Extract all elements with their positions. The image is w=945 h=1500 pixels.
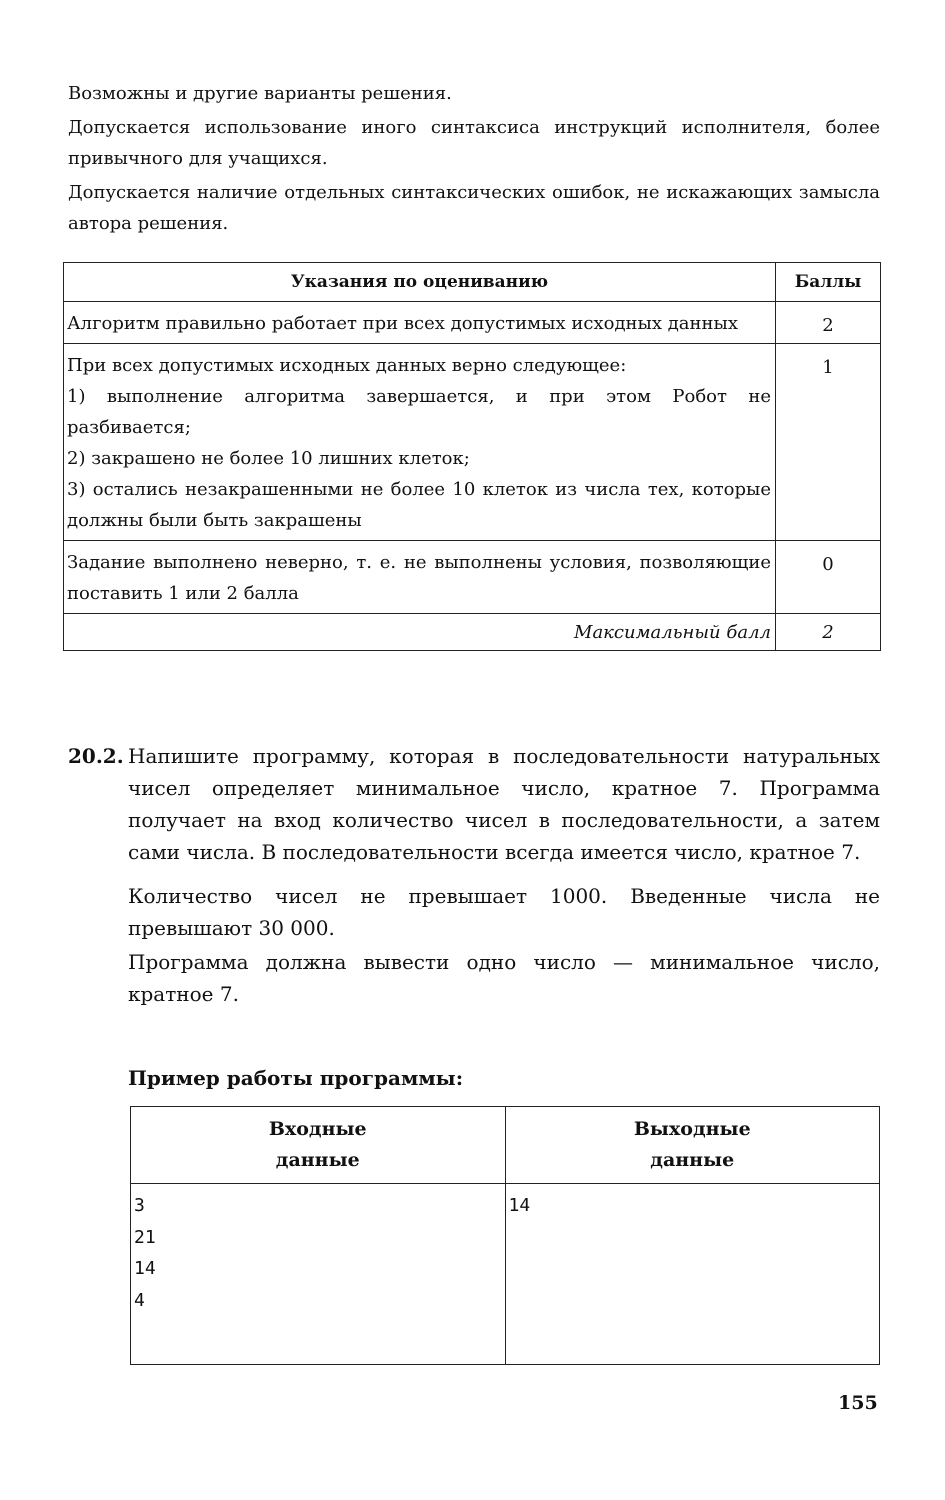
- input-header-line: Входные: [268, 1118, 367, 1140]
- evaluation-table: [63, 262, 881, 651]
- evaluation-row: [64, 541, 881, 614]
- evaluation-row: [64, 302, 881, 344]
- task-paragraph: Напишите программу, которая в последовательности натуральных чисел определяет минимальное число, кратное 7. Программа получает на вход количество чисел в последовательности, а затем сами числа. В последовательности всегда имеется число, кратное 7.: [128, 744, 880, 864]
- output-header: [505, 1107, 880, 1184]
- criteria-line: 2) закрашено не более 10 лишних клеток;: [67, 448, 470, 469]
- sample-data-row: [131, 1184, 880, 1365]
- score-cell: 0: [776, 541, 881, 614]
- page-number: 155: [838, 1392, 878, 1414]
- criteria-cell: [64, 302, 776, 344]
- criteria-line: Задание выполнено неверно, т. е. не выполнены условия, позволяющие поставить 1 или 2 балла: [67, 552, 771, 604]
- criteria-line: Алгоритм правильно работает при всех допустимых исходных данных: [67, 313, 739, 334]
- evaluation-header-row: [64, 263, 881, 302]
- input-value: 4: [134, 1289, 145, 1311]
- intro-note: Допускается использование иного синтаксиса инструкций исполнителя, более привычного для учащихся.: [68, 117, 880, 169]
- score-cell: 1: [776, 344, 881, 541]
- output-header-line: данные: [650, 1149, 735, 1171]
- example-title: Пример работы программы:: [128, 1066, 464, 1090]
- criteria-line: При всех допустимых исходных данных верно следующее:: [67, 355, 627, 376]
- max-score-label: Максимальный балл: [64, 614, 776, 651]
- output-header-line: Выходные: [633, 1118, 751, 1140]
- criteria-cell: [64, 344, 776, 541]
- output-data-cell: [505, 1184, 880, 1365]
- input-value: 3: [134, 1195, 145, 1216]
- task-20-2: [68, 740, 880, 1022]
- input-data-cell: [131, 1184, 506, 1365]
- intro-notes: [68, 78, 880, 242]
- intro-note: Возможны и другие варианты решения.: [68, 83, 452, 104]
- task-number: 20.2.: [68, 744, 124, 768]
- input-header-line: данные: [275, 1149, 360, 1171]
- score-cell: 2: [776, 302, 881, 344]
- task-paragraph: Программа должна вывести одно число — минимальное число, кратное 7.: [128, 950, 880, 1006]
- criteria-cell: [64, 541, 776, 614]
- sample-header-row: [131, 1107, 880, 1184]
- max-score-row: [64, 614, 881, 651]
- criteria-line: 1) выполнение алгоритма завершается, и при этом Робот не разбивается;: [67, 386, 771, 438]
- output-value: 14: [508, 1195, 531, 1216]
- sample-io-table: [130, 1106, 880, 1365]
- input-value: 14: [134, 1258, 156, 1279]
- criteria-header: Указания по оцениванию: [64, 263, 776, 302]
- task-body: [128, 740, 880, 1010]
- task-paragraph: Количество чисел не превышает 1000. Введенные числа не превышают 30 000.: [128, 884, 880, 940]
- criteria-line: 3) остались незакрашенными не более 10 клеток из числа тех, которые должны были быть закрашены: [67, 479, 771, 531]
- intro-note: Допускается наличие отдельных синтаксических ошибок, не искажающих замысла автора решения.: [68, 182, 880, 234]
- score-header: Баллы: [776, 263, 881, 302]
- evaluation-row: [64, 344, 881, 541]
- input-value: 21: [134, 1226, 156, 1248]
- input-header: [131, 1107, 506, 1184]
- max-score-value: 2: [776, 614, 881, 651]
